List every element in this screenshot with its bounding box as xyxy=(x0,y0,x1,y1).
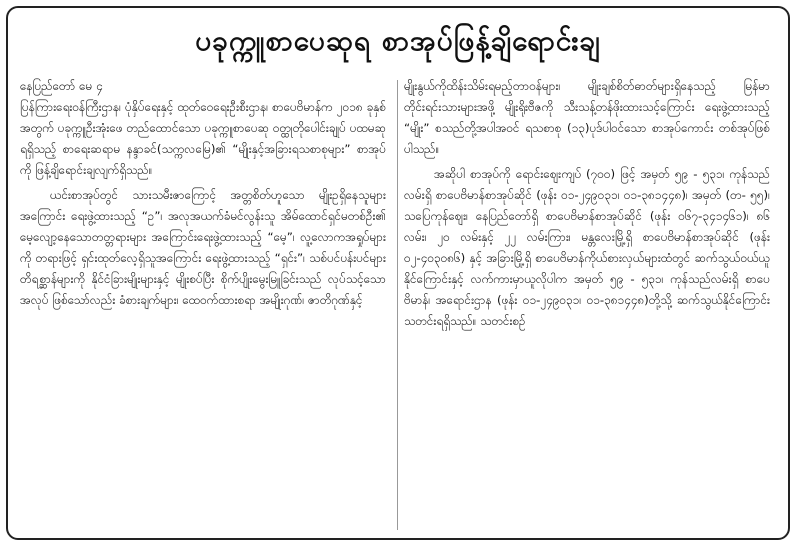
right-column xyxy=(404,76,770,332)
left-paragraph-2: ယင်းစာအုပ်တွင် သားသမီးဇာကြောင့် အတ္တစိတ်ဟူသော မျိုးဥရှိနေသူများအကြောင်း ရေးဖွဲ့ထားသည့် “ဥ”၊ အလုအယက်ခံမင်လွန်းသူ အိမ်ထောင်ရှင်မတစ်ဦး၏ မေ့လျော့နေသောတတ္တရားများ အကြောင်းရေးဖွဲ့ထားသည့် “မေ့”၊ လူ့လောကအရှုပ်များကို တရားဖြင့် ရှင်းထုတ်လေ့ရှိသူအကြောင်း ရေးဖွဲ့ထားသည့် “ရှင်း”၊ သစ်ပင်ပန်းပင်များ တိရစ္ဆာန်များကို နိုင်ငံခြားမျိုးများနှင့် မျိုးစပ်ပြီး စိုက်ပျိုးမွေးမြူခြင်းသည် လုပ်သင့်သောအလုပ် ဖြစ်သော်လည်း ခံစားချက်များ၊ ထေဝက်ထားစရာ အမျိုးဂုဏ်၊ ဇာတိဂုဏ်နှင့် xyxy=(20,188,386,307)
article-frame xyxy=(6,6,790,540)
article-headline: ပခုက္ကူစာပေဆုရ စာအုပ်ဖြန့်ချိရောင်းချ xyxy=(195,24,601,57)
column-divider xyxy=(397,80,398,530)
left-paragraph-1: နေပြည်တော် မေ ၄ ပြန်ကြားရေးဝန်ကြီးဌာန၊ ပုံနှိပ်ရေးနှင့် ထုတ်ဝေရေးဦးစီးဌာန၊ စာပေဗိမာန်က ၂၀၁၈ ခုနှစ်အတွက် ပခုက္ကူဦးအုံးဖေ တည်ထောင်သော ပခုက္ကူစာပေဆု ဝတ္ထုတိုပေါင်းချုပ် ပထမဆုရရှိသည့် စာရေးဆရာမ နန္ဒာခင်(သက္ကလမြေ)၏ “မျိုးနှင့်အခြားရသစာစုများ” စာအုပ်ကို ဖြန့်ချိရောင်းချလျက်ရှိသည်။ xyxy=(20,79,386,177)
left-column xyxy=(20,76,386,311)
right-paragraph-1: မျိုးနွယ်ကိုထိန်းသိမ်းရမည့်တာဝန်များ၊ မျိုးချစ်စိတ်ဓာတ်များရှိနေသည့် မြန်မာတိုင်းရင်းသားများအဖို့ မျိုးရိုးဗီဇကို သီးသန့်တန်ဖိုးထားသင့်ကြောင်း ရေးဖွဲ့ထားသည့် “မျိုး” စသည်တို့အပါအဝင် ရသစာစု (၁၃)ပုဒ်ပါဝင်သော စာအုပ်ကောင်း တစ်အုပ်ဖြစ်ပါသည်။ xyxy=(404,79,770,156)
right-paragraph-2: အဆိုပါ စာအုပ်ကို ရောင်းဈေးကျပ် (၇၀၀) ဖြင့် အမှတ် ၅၉ - ၅၃၁၊ ကုန်သည်လမ်းရှိ စာပေဗိမာန်စာအုပ်ဆိုင် (ဖုန်း ၀၁-၂၄၉၀၃၁၊ ၀၁-၃၈၁၄၄၈)၊ အမှတ် (တ- ၅၅)၊ သပြေကုန်ဈေး၊ နေပြည်တော်ရှိ စာပေဗိမာန်စာအုပ်ဆိုင် (ဖုန်း ၀၆၇-၃၄၁၄၆၁)၊ ၈၆ လမ်း၊ ၂၀ လမ်းနှင့် ၂၂ လမ်းကြား၊ မန္တလေးမြို့ရှိ စာပေဗိမာန်စာအုပ်ဆိုင် (ဖုန်း ၀၂-၄၀၃၀၈၆) နှင့် အခြားမြို့ရှိ စာပေဗိမာန်ကိုယ်စားလှယ်များထံတွင် ဆက်သွယ်ဝယ်ယူနိုင်ကြောင်းနှင့် လက်ကားမှာယူလိုပါက အမှတ် ၅၉ - ၅၃၁၊ ကုန်သည်လမ်းရှိ စာပေဗိမာန်၊ အရောင်းဌာန (ဖုန်း ၀၁-၂၄၉၀၃၁၊ ၀၁-၃၈၁၄၄၈)တို့သို့ ဆက်သွယ်နိုင်ကြောင်း သတင်းရရှိသည်။ သတင်းစဉ် xyxy=(404,167,770,328)
